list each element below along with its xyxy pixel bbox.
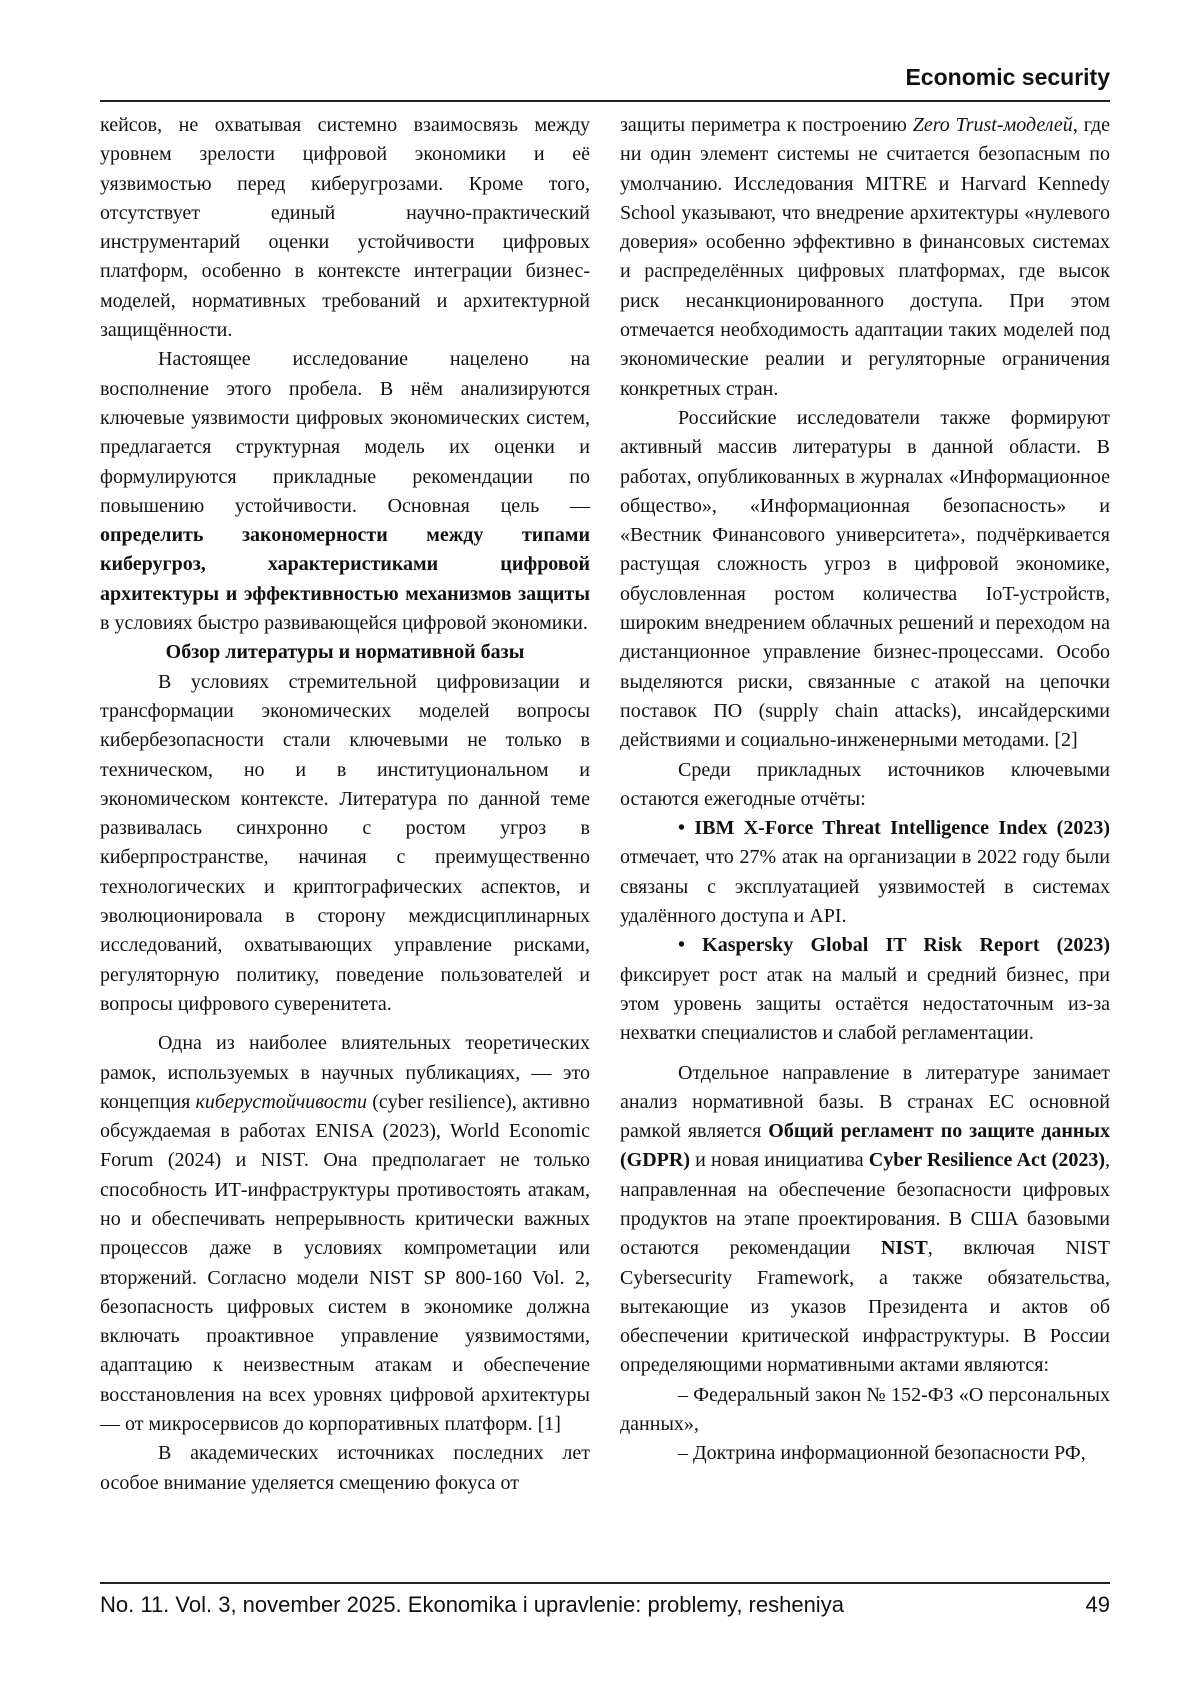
paragraph	[100, 345, 590, 638]
text-span: Настоящее исследование нацелено на восполнение этого пробела. В нём анализируются ключевые уязвимости цифровых экономических систем, предлагается структурная модель их оценки и формулируются прикладные рекомендации по повышению устойчивости. Основная цель —	[100, 348, 590, 517]
bold-term: Cyber Resilience Act (2023)	[868, 1149, 1105, 1172]
text-span: (cyber resilience), активно обсуждаемая в работах ENISA (2023), World Economic Forum (2024) и NIST. Она предполагает не только способность ИТ-инфраструктуры противостоять атакам, но и обеспечивать непрерывность критически важных процессов даже в условиях компрометации или вторжений. Согласно модели NIST SP 800-160 Vol. 2, безопасность цифровых систем в экономике должна включать проактивное управление уязвимостями, адаптацию к неизвестным атакам и обеспечение восстановления на всех уровнях цифровой архитектуры — от микросервисов до корпоративных платформ. [1]	[100, 1090, 591, 1436]
left-column	[100, 111, 590, 1498]
section-heading: Обзор литературы и нормативной базы	[165, 641, 525, 664]
paragraph: кейсов, не охватывая системно взаимосвязь между уровнем зрелости цифровой экономики и её уязвимостью перед киберугрозами. Кроме того, отсутствует единый научно-практический инструментарий оценки устойчивости цифровых платформ, особенно в контексте интеграции бизнес-моделей, нормативных требований и архитектурной защищённости.	[100, 114, 590, 342]
bold-report-title: • Kaspersky Global IT Risk Report (2023)	[678, 934, 1110, 957]
text-span: , включая NIST Cybersecurity Framework, а также обязательства, вытекающие из указов Президента и актов об обеспечении критической инфраструктуры. В России определяющими нормативными актами являются:	[620, 1237, 1110, 1377]
text-span: , где ни один элемент системы не считается безопасным по умолчанию. Исследования MITRE и Harvard Kennedy School указывают, что внедрение архитектуры «нулевого доверия» особенно эффективно в финансовых системах и распределённых цифровых платформах, где высок риск несанкционированного доступа. При этом отмечается необходимость адаптации таких моделей под экономические реалии и регуляторные ограничения конкретных стран.	[620, 114, 1110, 400]
dash-item: – Федеральный закон № 152-ФЗ «О персональных данных»,	[620, 1383, 1110, 1436]
paragraph	[620, 1059, 1110, 1381]
page-number: 49	[1085, 1592, 1110, 1617]
bold-report-title: • IBM X-Force Threat Intelligence Index (2023)	[678, 817, 1110, 840]
text-span: фиксирует рост атак на малый и средний бизнес, при этом уровень защиты остаётся недостаточным из-за нехватки специалистов и слабой регламентации.	[620, 963, 1110, 1045]
bold-goal: определить закономерности между типами киберугроз, характеристиками цифровой архитектуры и эффективностью механизмов защиты	[100, 524, 590, 605]
paragraph: В условиях стремительной цифровизации и трансформации экономических моделей вопросы кибербезопасности стали ключевыми не только в техническом, но и в институциональном и экономическом контексте. Литература по данной теме развивалась синхронно с ростом угроз в киберпространстве, начиная с преимущественно технологических и криптографических аспектов, и эволюционировала в сторону междисциплинарных исследований, охватывающих управление рисками, регуляторную политику, поведение пользователей и вопросы цифрового суверенитета.	[100, 670, 590, 1015]
text-span: и новая инициатива	[689, 1149, 869, 1172]
text-span: , направленная на обеспечение безопасности цифровых продуктов на этапе проектирования. В США базовыми остаются рекомендации	[620, 1149, 1110, 1260]
paragraph: Российские исследователи также формируют активный массив литературы в данной области. В работах, опубликованных в журналах «Информационное общество», «Информационная безопасность» и «Вестник Финансового университета», подчёркивается растущая сложность угроз в цифровой экономике, обусловленная ростом количества IoT-устройств, широким внедрением облачных решений и переходом на дистанционное управление бизнес-процессами. Особо выделяются риски, связанные с атакой на цепочки поставок ПО (supply chain attacks), инсайдерскими действиями и социально-инженерными методами. [2]	[620, 406, 1110, 752]
text-span: Одна из наиболее влиятельных теоретических рамок, используемых в научных публикациях, — это концепция	[100, 1032, 590, 1113]
text-span: в условиях быстро развивающейся цифровой экономики.	[100, 612, 588, 635]
text-span: Отдельное направление в литературе занимает анализ нормативной базы. В странах ЕС основной рамкой является	[620, 1061, 1110, 1143]
bullet-item	[620, 814, 1110, 931]
italic-term: Zero Trust-моделей	[912, 114, 1073, 136]
footer-rule	[100, 1582, 1110, 1584]
header-rule	[100, 100, 1110, 102]
paragraph	[620, 111, 1110, 404]
paragraph	[100, 1029, 590, 1439]
bold-term: NIST	[880, 1237, 928, 1260]
bold-term: Общий регламент по защите данных (GDPR)	[620, 1120, 1110, 1172]
italic-term: киберустойчивости	[195, 1090, 368, 1113]
running-header: Economic security	[905, 64, 1110, 90]
paragraph: Среди прикладных источников ключевыми остаются ежегодные отчёты:	[620, 758, 1110, 810]
running-footer	[100, 1592, 1110, 1624]
right-column	[620, 111, 1110, 1469]
journal-citation: No. 11. Vol. 3, november 2025. Ekonomika i upravlenie: problemy, resheniya	[100, 1592, 844, 1617]
text-span: отмечает, что 27% атак на организации в 2022 году были связаны с эксплуатацией уязвимостей в системах удалённого доступа и API.	[620, 846, 1110, 928]
bullet-item	[620, 931, 1110, 1048]
paragraph: В академических источниках последних лет особое внимание уделяется смещению фокуса от	[100, 1442, 590, 1494]
dash-item: – Доктрина информационной безопасности РФ,	[678, 1442, 1086, 1465]
text-span: защиты периметра к построению	[620, 114, 913, 136]
